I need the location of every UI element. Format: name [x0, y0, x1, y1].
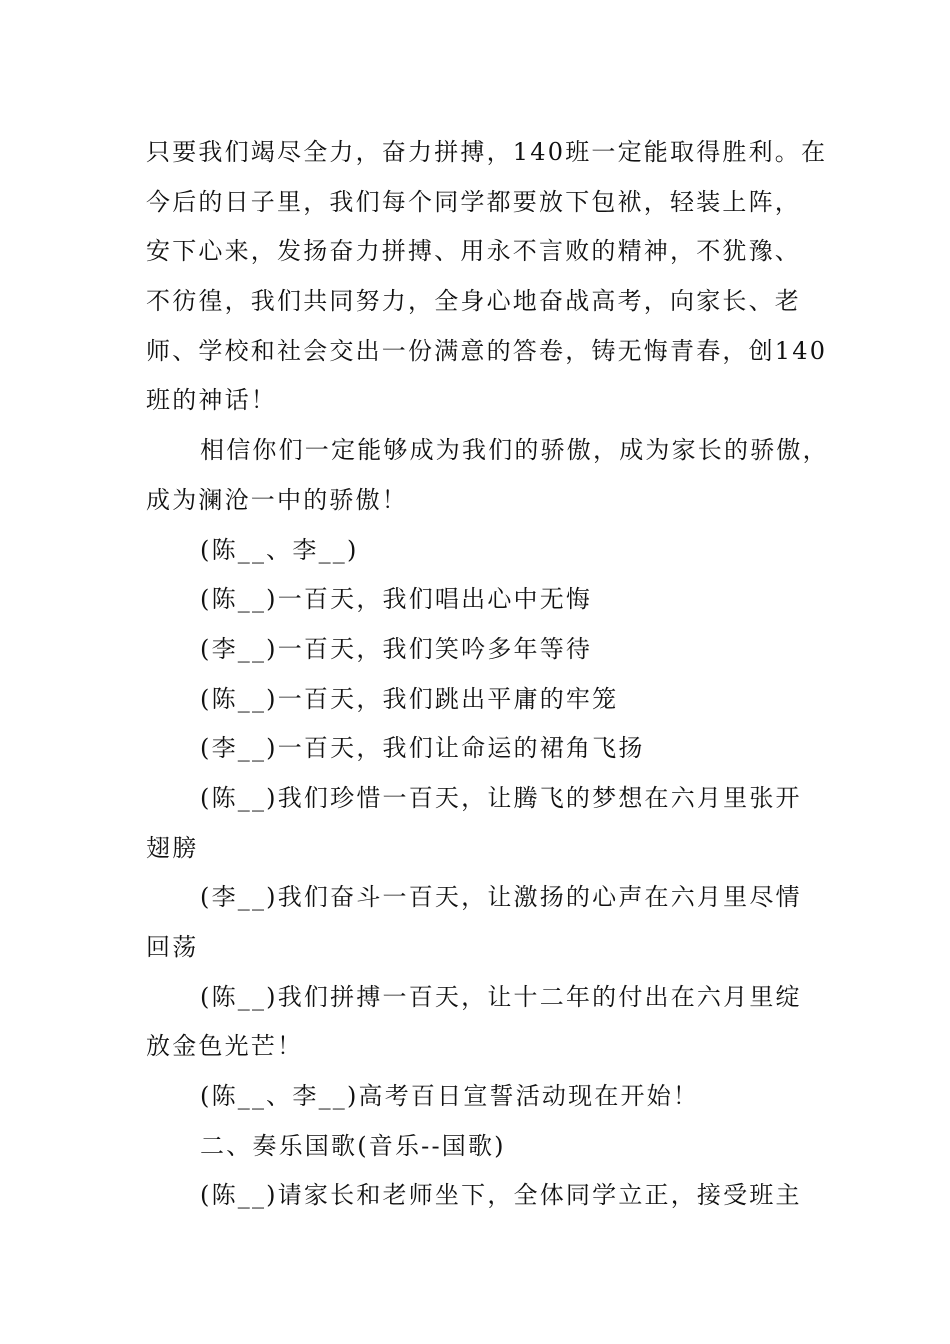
text-line: 安下心来，发扬奋力拼搏、用永不言败的精神，不犹豫、 [146, 237, 801, 266]
speaker-line: (陈__)我们拼搏一百天，让十二年的付出在六月里绽 [200, 982, 802, 1011]
speaker-line: (陈__、李__)高考百日宣誓活动现在开始！ [200, 1082, 700, 1111]
text-line: 班的神话！ [146, 386, 277, 415]
section-heading: 二、奏乐国歌(音乐--国歌) [200, 1131, 506, 1160]
text-line: 回荡 [146, 933, 199, 961]
speaker-line: (陈__)我们珍惜一百天，让腾飞的梦想在六月里张开 [200, 783, 802, 812]
paragraph-start-line: 相信你们一定能够成为我们的骄傲，成为家长的骄傲， [200, 436, 829, 465]
speaker-line: (陈__)请家长和老师坐下，全体同学立正，接受班主 [200, 1181, 802, 1210]
speaker-line: (李__)我们奋斗一百天，让激扬的心声在六月里尽情 [200, 883, 802, 912]
text-line: 只要我们竭尽全力，奋力拼搏，140班一定能取得胜利。在 [146, 138, 828, 166]
text-line: 放金色光芒！ [146, 1032, 304, 1061]
speaker-line: (陈__)一百天，我们唱出心中无悔 [200, 585, 593, 614]
document-body [146, 128, 829, 1221]
speaker-line: (陈__、李__) [200, 535, 359, 564]
text-line: 成为澜沧一中的骄傲！ [146, 485, 408, 514]
speaker-line: (李__)一百天，我们让命运的裙角飞扬 [200, 734, 645, 763]
text-line: 不彷徨，我们共同努力，全身心地奋战高考，向家长、老 [146, 287, 801, 316]
speaker-line: (陈__)一百天，我们跳出平庸的牢笼 [200, 684, 619, 713]
text-line: 翅膀 [146, 833, 199, 862]
text-line: 今后的日子里，我们每个同学都要放下包袱，轻装上阵， [146, 187, 801, 216]
text-line: 师、学校和社会交出一份满意的答卷，铸无悔青春，创140 [146, 336, 828, 365]
speaker-line: (李__)一百天，我们笑吟多年等待 [200, 634, 593, 663]
